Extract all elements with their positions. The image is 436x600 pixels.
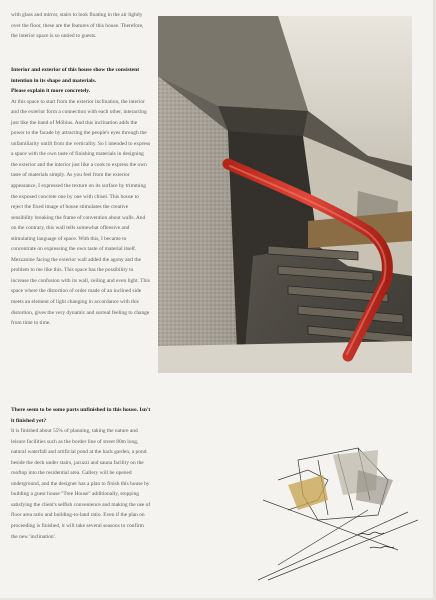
section-1-answer: At this space to start from the exterior inclination, the interior and the exterior form a connection with each other, interacting just like the band of Möbius. And this inclination adds the power to the facade by attracting the people's eyes through the unfamiliarity untilt from the verticality. So I intended to express a space with the own taste of finishing materials in designing the exterior and the interior just like a cook to express the own taste of materials simply. As you feel from the exterior appearance, I expressed the texture on its surface by trimming the exposed concrete one by one with chisel. This house to reject the fixed image of house stimulates the creative sensibility breaking the frame of convention about walls. And on the contrary, this wall tells somewhat offensive and stimulating language of space. With this, I became to concentrate on expressing the own taste of material itself. Mezzanine facing the exterior wall added the agony and the problem to me like this. This space has the possibility to increase the confusion with its wall, ceiling and even light. This space where the distortion of order made of an inclined side meets an element of light changing in accordance with this distortion, gives the very dynamic and surreal feeling to change from time to time. [11,98,151,327]
section-1-subquestion: Please explain it more concretely. [11,88,91,95]
interior-stair-photo [158,16,412,373]
architectural-sketch [258,440,418,582]
section-2-answer: It is finished about 55% of planning, taking the nature and leisure facilities such as the border line of street 80m long, natural waterfall and artificial pond at the back garden, a pond beside the deck under stairs, jacuzzi and sauna facility on the rooftop into the residential area. Gallery will be opened underground, and the designer has a plan to finish this house by building a guest house "Tree House" additionally, stopping satisfying the client's selfish convenience and making the use of floor area ratio and building-to-land ratio. Even if the plan on proceeding is finished, it will take several seasons to confirm the new 'inclination'. [11,428,151,540]
intro-column [11,10,151,42]
section-2 [11,405,151,542]
section-2-question: There seem to be some parts unfinished in this house. Isn't it finished yet? [11,407,151,424]
intro-paragraph: with glass and mirror, stairs to look floating in the air lightly over the floor, these are the features of this house. Therefore, the interior space is so untied to guests. [11,12,144,40]
section-1-question: Interior and exterior of this house show the consistent intention in its shape and materials. [11,67,140,84]
section-1 [11,65,151,329]
